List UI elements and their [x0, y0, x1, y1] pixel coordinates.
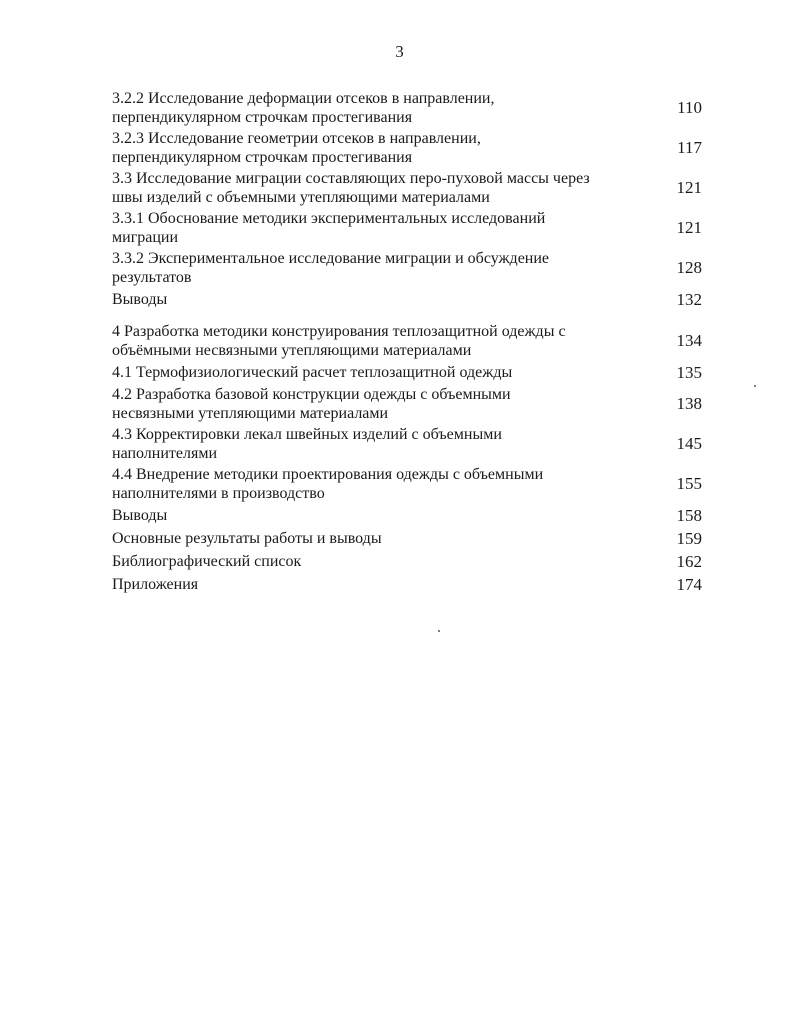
toc-entry	[112, 208, 702, 248]
toc-entry	[112, 550, 702, 573]
toc-entry-title: Выводы	[112, 290, 168, 308]
toc-entry-page: 117	[677, 138, 702, 157]
toc-entry-title: 3.3 Исследование миграции составляющих перо-пуховой массы через швы изделий с объемными утепляющими материалами	[112, 170, 590, 206]
toc-entry-title: 4.2 Разработка базовой конструкции одежды с объемными несвязными утепляющими материалами	[112, 386, 511, 422]
toc-entry	[112, 168, 702, 208]
toc-entry-title: Библиографический список	[112, 552, 302, 570]
toc-entry-page: 132	[676, 289, 702, 309]
toc-entry-page: 162	[676, 551, 702, 571]
toc-entry-title: 4 Разработка методики конструирования теплозащитной одежды с объёмными несвязными утепляющими материалами	[112, 323, 566, 359]
toc-entry	[112, 361, 702, 384]
toc-entry	[112, 128, 702, 168]
toc-entry	[112, 464, 702, 504]
toc-entry-page: 174	[676, 574, 702, 594]
toc-entry-page: 121	[676, 178, 702, 197]
toc-entry-title: 4.3 Корректировки лекал швейных изделий с объемными наполнителями	[112, 426, 502, 462]
toc-entry-title: 3.3.2 Экспериментальное исследование миграции и обсуждение результатов	[112, 250, 550, 286]
toc-entry-page: 128	[676, 258, 702, 277]
toc-entry-page: 145	[676, 434, 702, 453]
toc-entry	[112, 288, 702, 311]
toc-entry-page: 135	[676, 362, 702, 382]
toc-entry-page: 134	[676, 331, 702, 350]
toc-entry	[112, 504, 702, 527]
toc-entry-title: 3.2.2 Исследование деформации отсеков в направлении, перпендикулярном строчкам простегивания	[112, 90, 495, 126]
table-of-contents	[112, 88, 702, 596]
scan-speck	[754, 385, 756, 387]
toc-entry-page: 158	[676, 505, 702, 525]
toc-entry-title: 3.3.1 Обоснование методики экспериментальных исследований миграции	[112, 210, 546, 246]
toc-entry-title: 4.4 Внедрение методики проектирования одежды с объемными наполнителями в производство	[112, 466, 544, 502]
toc-entry-page: 121	[676, 218, 702, 237]
toc-entry-title: Выводы	[112, 506, 168, 524]
toc-entry	[112, 573, 702, 596]
toc-entry-title: 3.2.3 Исследование геометрии отсеков в направлении, перпендикулярном строчкам простегивания	[112, 130, 481, 166]
toc-entry-title: 4.1 Термофизиологический расчет теплозащитной одежды	[112, 363, 513, 381]
toc-entry	[112, 384, 702, 424]
toc-entry	[112, 88, 702, 128]
toc-entry-page: 138	[676, 394, 702, 413]
toc-entry-title: Приложения	[112, 575, 199, 593]
toc-entry-page: 159	[676, 528, 702, 548]
toc-entry	[112, 321, 702, 361]
scan-speck	[438, 630, 440, 632]
toc-entry-title: Основные результаты работы и выводы	[112, 529, 382, 547]
page-number: 3	[395, 42, 404, 61]
toc-entry	[112, 424, 702, 464]
toc-entry	[112, 527, 702, 550]
toc-entry	[112, 248, 702, 288]
toc-entry-page: 155	[676, 474, 702, 493]
toc-entry-page: 110	[677, 98, 702, 117]
